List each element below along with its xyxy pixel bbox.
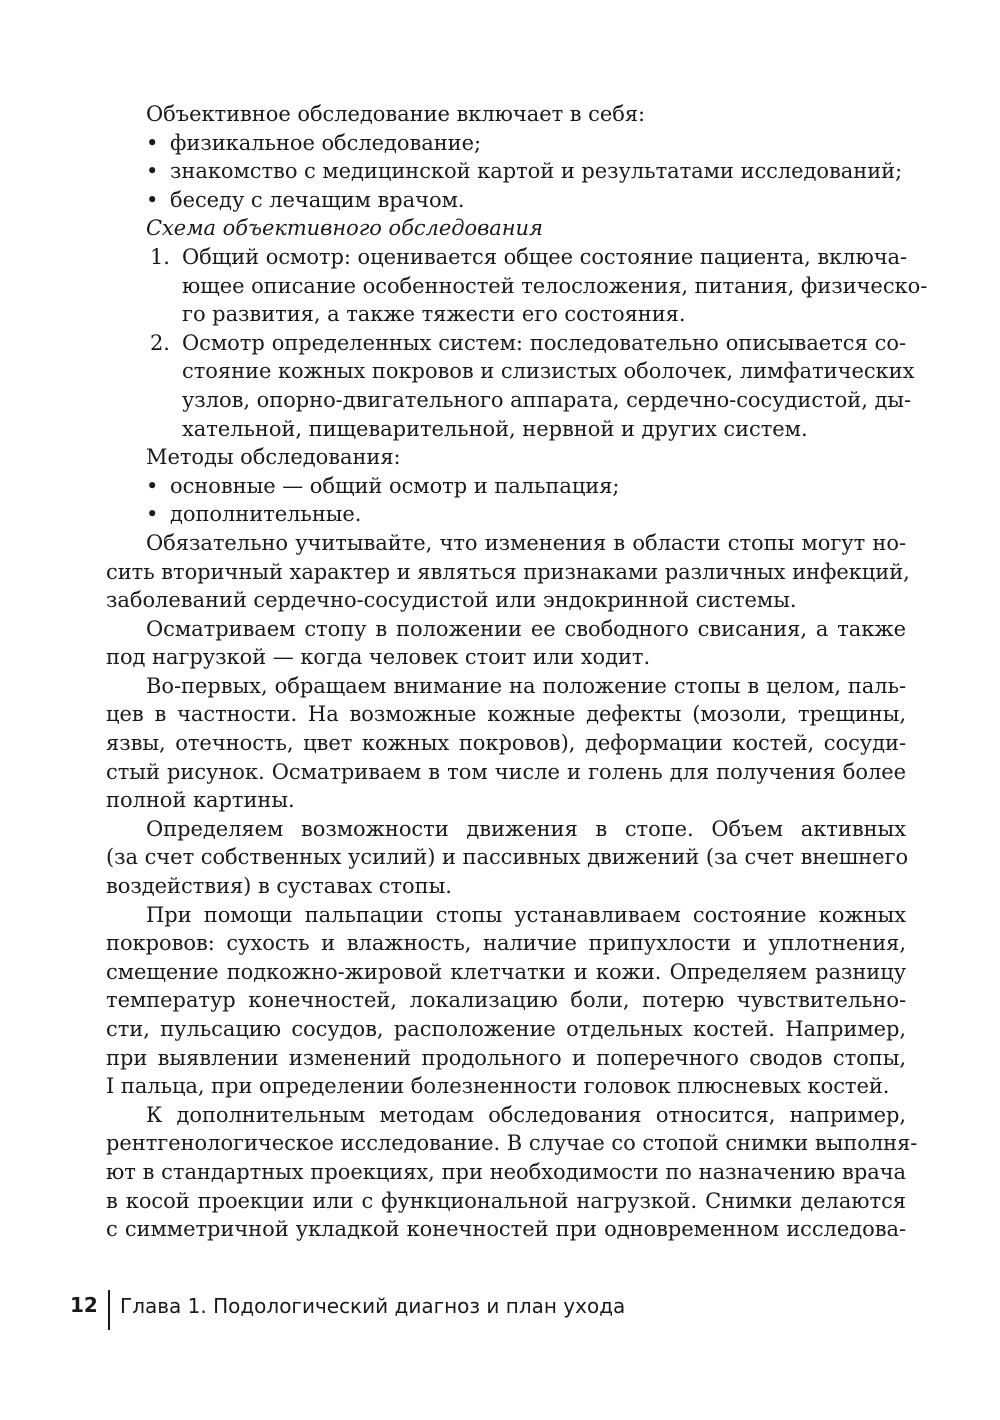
methods-bullet-1: • основные — общий осмотр и пальпация; (106, 472, 906, 501)
paragraph-1-line-3: заболеваний сердечно-сосудистой или эндокринной системы. (106, 588, 797, 613)
scheme-item-2-line-3: узлов, опорно-двигательного аппарата, сердечно-сосудистой, ды- (182, 387, 912, 412)
intro-bullet-1: • физикальное обследование; (106, 129, 906, 158)
bullet-icon: • (146, 502, 159, 527)
scheme-item-2-line-2: стояние кожных покровов и слизистых оболочек, лимфатических (182, 359, 915, 384)
methods-bullet-2: • дополнительные. (106, 500, 906, 529)
paragraph-3-line-1: Во-первых, обращаем внимание на положение стопы в целом, паль- (146, 673, 906, 698)
intro-heading: Объективное обследование включает в себя: (146, 102, 646, 126)
paragraph-2-line-1: Осматриваем стопу в положении ее свободного свисания, а также (146, 616, 906, 641)
bullet-icon: • (146, 130, 159, 155)
paragraph-6-line-4: в косой проекции или с функциональной нагрузкой. Снимки делаются (106, 1188, 906, 1213)
scheme-item-1-line-1: 1. Общий осмотр: оценивается общее состояние пациента, включа- (150, 244, 908, 269)
paragraph-2-line-2: под нагрузкой — когда человек стоит или ходит. (106, 645, 651, 670)
body-text (106, 100, 928, 1244)
paragraph-5-line-1: При помощи пальпации стопы устанавливаем состояние кожных (146, 902, 906, 927)
paragraph-5-line-6: при выявлении изменений продольного и поперечного сводов стопы, (106, 1045, 906, 1070)
scheme-item-2-line-1: 2. Осмотр определенных систем: последовательно описывается со- (150, 330, 906, 355)
paragraph-5-line-7: I пальца, при определении болезненности головок плюсневых костей. (106, 1074, 890, 1099)
paragraph-1-line-2: сить вторичный характер и являться признаками различных инфекций, (106, 559, 910, 584)
paragraph-5-line-3: смещение подкожно-жировой клетчатки и кожи. Определяем разницу (106, 959, 906, 984)
paragraph-3-line-2: цев в частности. На возможные кожные дефекты (мозоли, трещины, (106, 702, 906, 727)
footer-divider (108, 1290, 110, 1330)
methods-heading: Методы обследования: (146, 445, 401, 470)
paragraph-5-line-4: температур конечностей, локализацию боли, потерю чувствительно- (106, 988, 906, 1013)
scheme-item-1-line-3: го развития, а также тяжести его состояния. (182, 302, 686, 327)
paragraph-3-line-4: стый рисунок. Осматриваем в том числе и голень для получения более (106, 759, 906, 784)
paragraph-4-line-1: Определяем возможности движения в стопе. Объем активных (146, 816, 906, 841)
intro-bullet-2: • знакомство с медицинской картой и результатами исследований; (106, 157, 906, 186)
bullet-icon: • (146, 187, 159, 212)
paragraph-5-line-5: сти, пульсацию сосудов, расположение отдельных костей. Например, (106, 1017, 906, 1041)
paragraph-5-line-2: покровов: сухость и влажность, наличие припухлости и уплотнения, (106, 931, 906, 956)
paragraph-4-line-2: (за счет собственных усилий) и пассивных движений (за счет внешнего (106, 845, 909, 870)
paragraph-3-line-3: язвы, отечность, цвет кожных покровов), деформации костей, сосуди- (106, 731, 906, 756)
paragraph-6-line-2: рентгенологическое исследование. В случае со стопой снимки выполня- (106, 1131, 918, 1156)
paragraph-6-line-5: с симметричной укладкой конечностей при одновременном исследова- (106, 1217, 906, 1242)
paragraph-1-line-1: Обязательно учитывайте, что изменения в области стопы могут но- (146, 530, 906, 555)
page-footer (70, 1290, 770, 1330)
paragraph-6-line-1: К дополнительным методам обследования относится, например, (146, 1102, 906, 1127)
bullet-icon: • (146, 473, 159, 498)
intro-bullet-3: • беседу с лечащим врачом. (106, 186, 906, 215)
scheme-title: Схема объективного обследования (146, 216, 543, 241)
chapter-title: Глава 1. Подологический диагноз и план ухода (120, 1294, 626, 1318)
paragraph-3-line-5: полной картины. (106, 788, 295, 813)
paragraph-4-line-3: воздействия) в суставах стопы. (106, 874, 452, 899)
bullet-icon: • (146, 159, 159, 184)
scheme-item-2-line-4: хательной, пищеварительной, нервной и других систем. (182, 416, 808, 441)
paragraph-6-line-3: ют в стандартных проекциях, при необходимости по назначению врача (106, 1159, 906, 1184)
page-number: 12 (70, 1293, 98, 1317)
scheme-item-1-line-2: ющее описание особенностей телосложения, питания, физическо- (182, 273, 928, 298)
